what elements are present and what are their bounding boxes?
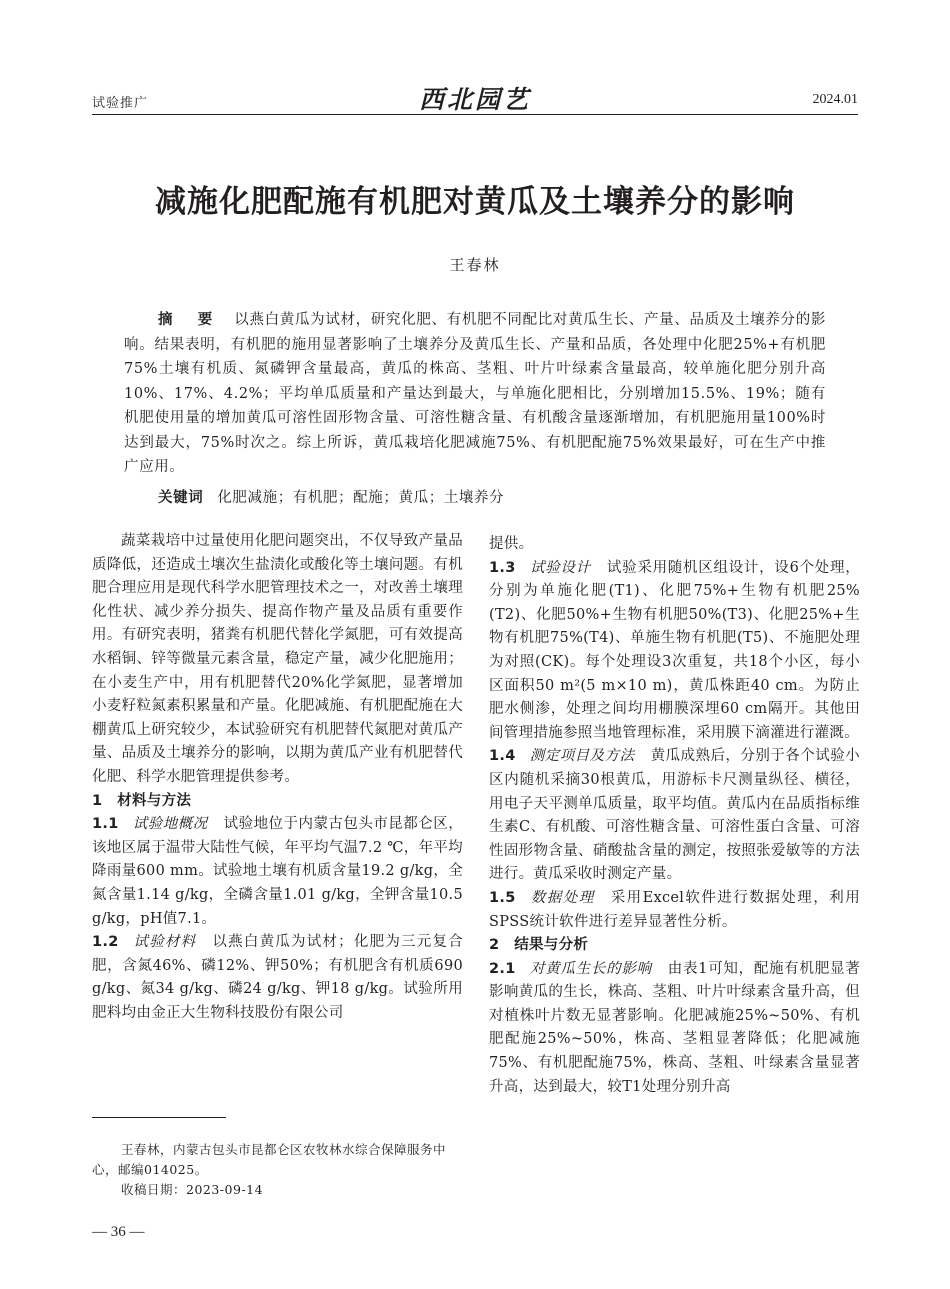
- subsection-number: 1.2: [92, 934, 119, 951]
- section-2-heading: 2 结果与分析: [489, 937, 589, 954]
- page-number: — 36 —: [92, 1224, 145, 1240]
- header-divider: [92, 114, 858, 115]
- keywords: [124, 486, 826, 507]
- subsection-text: 由表1可知，配施有机肥显著影响黄瓜的生长，株高、茎粗、叶片叶绿素含量升高，但对植株叶片数无显著影响。化肥减施25%~50%、有机肥配施25%~50%，株高、茎粗显著降低；化肥减施75%、有机肥配施75%，株高、茎粗、叶绿素含量显著升高，达到最大，较T1处理分别升高: [489, 960, 860, 1095]
- subsection-1-5: [489, 887, 860, 934]
- subsection-1-3: [489, 557, 860, 746]
- subsection-title: 数据处理: [529, 889, 595, 906]
- subsection-text: 采用Excel软件进行数据处理，利用SPSS统计软件进行差异显著性分析。: [489, 889, 860, 930]
- journal-logo: 西北园艺: [418, 85, 531, 114]
- subsection-text: 试验地位于内蒙古包头市昆都仑区，该地区属于温带大陆性气候，年平均气温7.2 ℃，年平均降雨量600 mm。试验地土壤有机质含量19.2 g/kg，全氮含量1.14 g/kg，全磷含量1.01 g/kg，全钾含量10.5 g/kg，pH值7.1。: [92, 816, 463, 927]
- keywords-text: 化肥减施；有机肥；配施；黄瓜；土壤养分: [217, 490, 505, 506]
- keywords-label: 关键词: [158, 490, 204, 506]
- article-title: 减施化肥配施有机肥对黄瓜及土壤养分的影响: [155, 184, 795, 220]
- footnote: [92, 1140, 463, 1200]
- journal-section-label: 试验推广: [92, 96, 149, 111]
- subsection-2-1: [489, 958, 860, 1100]
- subsection-text: 试验采用随机区组设计，设6个处理，分别为单施化肥(T1)、化肥75%+生物有机肥25%(T2)、化肥50%+生物有机肥50%(T3)、化肥25%+生物有机肥75%(T4)、单施生物有机肥(T5)、不施肥处理为对照(CK)。每个处理设3次重复，共18个小区，每小区面积50 m²(5 m×10 m)，黄瓜株距40 cm。为防止肥水侧渗，处理之间均用棚膜深埋60 cm隔开。其他田间管理措施参照当地管理标准，采用膜下滴灌进行灌溉。: [489, 559, 861, 741]
- subsection-title: 试验地概况: [132, 816, 208, 833]
- right-column: [489, 533, 860, 1099]
- footnote-affiliation: 王春林，内蒙古包头市昆都仑区农牧林水综合保障服务中心，邮编014025。: [92, 1142, 447, 1177]
- author-name: 王春林: [449, 256, 501, 274]
- left-column: [92, 530, 463, 1025]
- subsection-number: 1.4: [489, 748, 516, 765]
- abstract-label: 摘 要: [158, 312, 223, 328]
- intro-paragraph: 蔬菜栽培中过量使用化肥问题突出，不仅导致产量品质降低，还造成土壤次生盐渍化或酸化等土壤问题。有机肥合理应用是现代科学水肥管理技术之一，对改善土壤理化性状、减少养分损失、提高作物产量及品质有重要作用。有研究表明，猪粪有机肥代替化学氮肥，可有效提高水稻铜、锌等微量元素含量，稳定产量，减少化肥施用；在小麦生产中，用有机肥替代20%化学氮肥，显著增加小麦籽粒氮素积累量和产量。化肥减施、有机肥配施在大棚黄瓜上研究较少，本试验研究有机肥替代氮肥对黄瓜产量、品质及土壤养分的影响，以期为黄瓜产业有机肥替代化肥、科学水肥管理提供参考。: [92, 533, 463, 785]
- issue-label: 2024.01: [812, 92, 858, 107]
- subsection-number: 2.1: [489, 960, 516, 977]
- subsection-1-1: [92, 813, 463, 931]
- abstract-text: 以燕白黄瓜为试材，研究化肥、有机肥不同配比对黄瓜生长、产量、品质及土壤养分的影响。结果表明，有机肥的施用显著影响了土壤养分及黄瓜生长、产量和品质，各处理中化肥25%+有机肥75%土壤有机质、氮磷钾含量最高，黄瓜的株高、茎粗、叶片叶绿素含量最高，较单施化肥分别升高10%、17%、4.2%；平均单瓜质量和产量达到最大，与单施化肥相比，分别增加15.5%、19%；随有机肥使用量的增加黄瓜可溶性固形物含量、可溶性糖含量、有机酸含量逐渐增加，有机肥施用量100%时达到最大，75%时次之。综上所诉，黄瓜栽培化肥减施75%、有机肥配施75%效果最好，可在生产中推广应用。: [124, 312, 826, 475]
- subsection-1-4: [489, 745, 860, 887]
- abstract: [124, 308, 826, 480]
- subsection-number: 1.5: [489, 889, 516, 906]
- subsection-title: 试验设计: [529, 559, 591, 576]
- subsection-1-2: [92, 931, 463, 1025]
- subsection-number: 1.1: [92, 816, 119, 833]
- subsection-title: 测定项目及方法: [529, 748, 635, 765]
- subsection-text: 以燕白黄瓜为试材；化肥为三元复合肥，含氮46%、磷12%、钾50%；有机肥含有机质690 g/kg、氮34 g/kg、磷24 g/kg、钾18 g/kg。试验所用肥料均由金正大生物科技股份有限公司: [92, 934, 463, 1021]
- footnote-received-date: 收稿日期：2023-09-14: [121, 1182, 264, 1197]
- footnote-divider: [92, 1117, 226, 1118]
- subsection-text: 黄瓜成熟后，分别于各个试验小区内随机采摘30根黄瓜，用游标卡尺测量纵径、横径，用电子天平测单瓜质量，取平均值。黄瓜内在品质指标维生素C、有机酸、可溶性糖含量、可溶性蛋白含量、可溶性固形物含量、硝酸盐含量的测定，按照张爱敏等的方法进行。黄瓜采收时测定产量。: [489, 748, 860, 883]
- subsection-number: 1.3: [489, 559, 516, 576]
- subsection-title: 试验材料: [132, 934, 197, 951]
- subsection-title: 对黄瓜生长的影响: [529, 960, 652, 977]
- subsection-1-2-continued: 提供。: [489, 536, 534, 552]
- section-1-heading: 1 材料与方法: [92, 792, 192, 809]
